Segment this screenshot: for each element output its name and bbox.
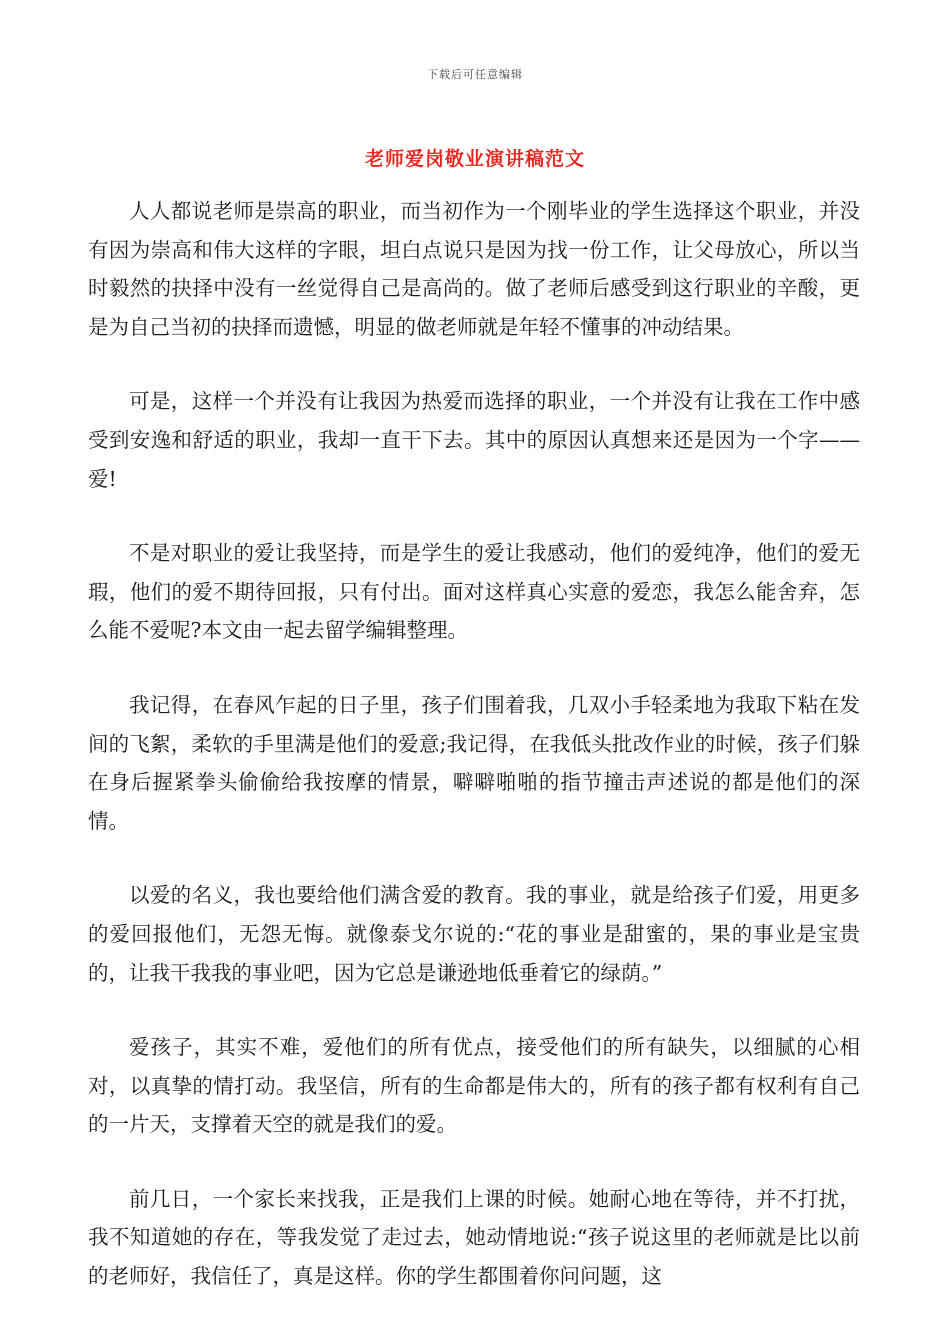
paragraph-5: 以爱的名义，我也要给他们满含爱的教育。我的事业，就是给孩子们爱，用更多的爱回报他们，无怨无悔。就像泰戈尔说的:“花的事业是甜蜜的，果的事业是宝贵的，让我干我我的事业吧，因为它总是谦逊地低垂着它的绿荫。”: [88, 883, 860, 985]
document-title: 老师爱岗敬业演讲稿范文: [364, 148, 585, 170]
header-note: 下载后可任意编辑: [427, 68, 523, 81]
paragraph-4: 我记得，在春风乍起的日子里，孩子们围着我，几双小手轻柔地为我取下粘在发间的飞絮，柔软的手里满是他们的爱意;我记得，在我低头批改作业的时候，孩子们躲在身后握紧拳头偷偷给我按摩的情景，噼噼啪啪的指节撞击声述说的都是他们的深情。: [88, 692, 860, 833]
paragraph-1: 人人都说老师是崇高的职业，而当初作为一个刚毕业的学生选择这个职业，并没有因为崇高和伟大这样的字眼，坦白点说只是因为找一份工作，让父母放心，所以当时毅然的抉择中没有一丝觉得自己是高尚的。做了老师后感受到这行职业的辛酸，更是为自己当初的抉择而遗憾，明显的做老师就是年轻不懂事的冲动结果。: [88, 199, 860, 339]
paragraph-2: 可是，这样一个并没有让我因为热爱而选择的职业，一个并没有让我在工作中感受到安逸和舒适的职业，我却一直干下去。其中的原因认真想来还是因为一个字——爱!: [88, 389, 860, 491]
paragraph-3: 不是对职业的爱让我坚持，而是学生的爱让我感动，他们的爱纯净，他们的爱无瑕，他们的爱不期待回报，只有付出。面对这样真心实意的爱恋，我怎么能舍弃，怎么能不爱呢?本文由一起去留学编辑整理。: [88, 541, 860, 643]
document-body: [88, 192, 860, 1332]
paragraph-6: 爱孩子，其实不难，爱他们的所有优点，接受他们的所有缺失，以细腻的心相对，以真挚的情打动。我坚信，所有的生命都是伟大的，所有的孩子都有权利有自己的一片天，支撑着天空的就是我们的爱。: [88, 1035, 860, 1137]
paragraph-7: 前几日，一个家长来找我，正是我们上课的时候。她耐心地在等待，并不打扰，我不知道她的存在，等我发觉了走过去，她动情地说:“孩子说这里的老师就是比以前的老师好，我信任了，真是这样。你的学生都围着你问问题，这: [88, 1186, 860, 1289]
